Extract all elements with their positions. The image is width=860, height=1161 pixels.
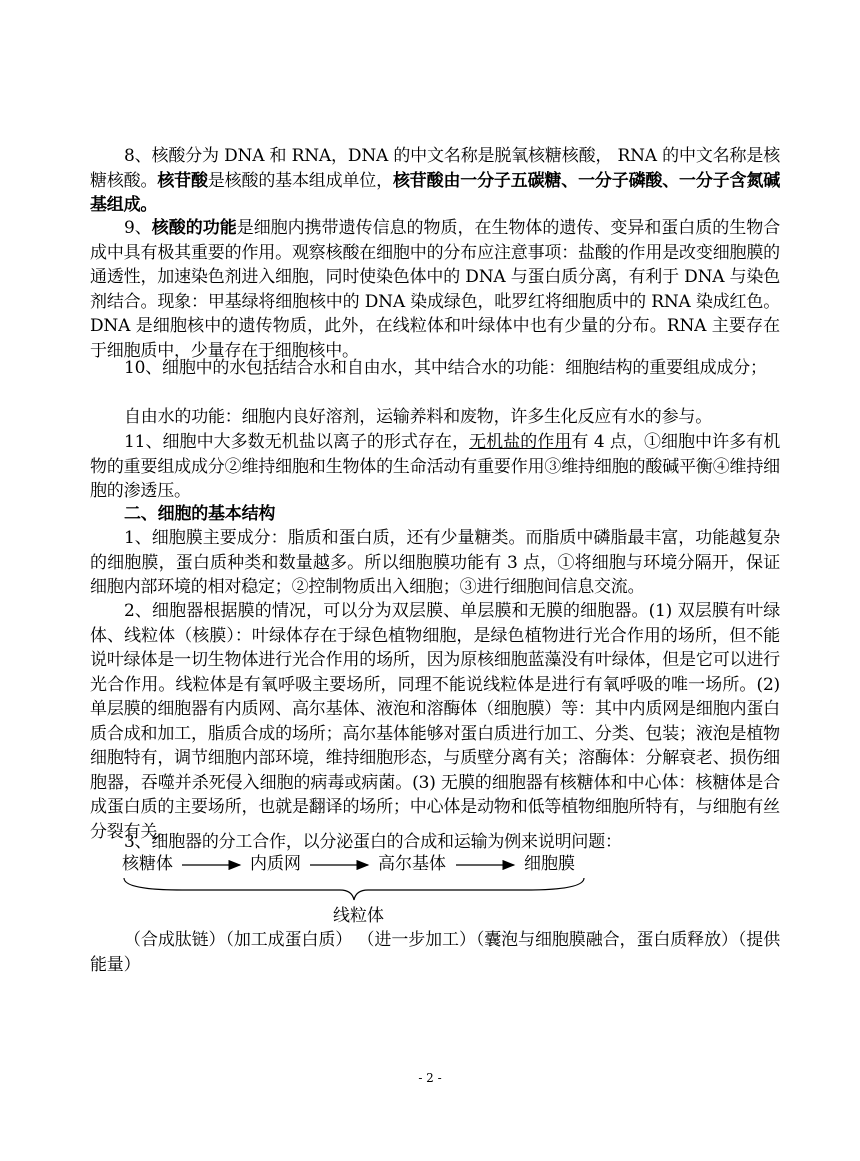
paragraph-10-free-water: 自由水的功能：细胞内良好溶剂，运输养料和废物，许多生化反应有水的参与。 bbox=[124, 407, 712, 427]
p11-text-c: 有 4 点，①细胞中许多有机物的重要组成成分②维持细胞和生物体的生命活动有重要作用③维持细胞的酸碱平衡④维持细胞的渗透压。 bbox=[90, 432, 781, 501]
p8-bold-composition: 核苷酸由一分子五碳糖、一分子磷酸、一分子含氮碱基组成。 bbox=[90, 170, 780, 215]
flow-brace-label-mitochondria: 线粒体 bbox=[333, 906, 384, 926]
flow-node-er: 内质网 bbox=[250, 854, 301, 874]
p9-text-a: 9、 bbox=[124, 218, 152, 238]
section-2-paragraph-1: 1、细胞膜主要成分：脂质和蛋白质，还有少量糖类。而脂质中磷脂最丰富，功能越复杂的细胞膜，蛋白质种类和数量越多。所以细胞膜功能有 3 点，①将细胞与环境分隔开，保证细胞内部环境的相对稳定；②控制物质出入细胞；③进行细胞间信息交流。 bbox=[90, 528, 780, 597]
flow-node-membrane: 细胞膜 bbox=[524, 854, 575, 874]
p8-bold-nucleotide: 核苷酸 bbox=[157, 170, 208, 191]
paragraph-10: 10、细胞中的水包括结合水和自由水，其中结合水的功能：细胞结构的重要组成成分； bbox=[124, 358, 767, 378]
paragraph-9 bbox=[90, 216, 780, 363]
p8-text-c: 是核酸的基本组成单位， bbox=[207, 170, 393, 191]
page-number: - 2 - bbox=[418, 1071, 442, 1085]
p9-text-c: 是细胞内携带遗传信息的物质，在生物体的遗传、变异和蛋白质的生物合成中具有极其重要的作用。观察核酸在细胞中的分布应注意事项：盐酸的作用是改变细胞膜的通透性，加速染色剂进入细胞，同时使染色体中的 DNA 与蛋白质分离，有利于 DNA 与染色剂结合。现象：甲基绿将细胞核中的 DNA 染成绿色，吡罗红将细胞质中的 RNA 染成红色。DNA 是细胞核中的遗传物质，此外，在线粒体和叶绿体中也有少量的分布。RNA 主要存在于细胞质中，少量存在于细胞核中。 bbox=[90, 218, 781, 361]
brace bbox=[124, 878, 584, 900]
flow-node-golgi: 高尔基体 bbox=[378, 854, 446, 874]
p9-bold-function: 核酸的功能 bbox=[151, 218, 237, 238]
section-2-paragraph-2: 2、细胞器根据膜的情况，可以分为双层膜、单层膜和无膜的细胞器。(1) 双层膜有叶绿体、线粒体（核膜）：叶绿体存在于绿色植物细胞，是绿色植物进行光合作用的场所，但不能说叶绿体是一切生物体进行光合作用的场所，因为原核细胞蓝藻没有叶绿体，但是它可以进行光合作用。线粒体是有氧呼吸主要场所，同理不能说线粒体是进行有氧呼吸的唯一场所。(2) 单层膜的细胞器有内质网、高尔基体、液泡和溶酶体（细胞膜）等：其中内质网是细胞内蛋白质合成和加工，脂质合成的场所；高尔基体能够对蛋白质进行加工、分类、包装；液泡是植物细胞特有，调节细胞内部环境，维持细胞形态，与质壁分离有关；溶酶体：分解衰老、损伤细胞器，吞噬并杀死侵入细胞的病毒或病菌。(3) 无膜的细胞器有核糖体和中心体：核糖体是合成蛋白质的主要场所，也就是翻译的场所；中心体是动物和低等植物细胞所特有，与细胞有丝分裂有关。 bbox=[90, 601, 780, 842]
p11-text-a: 11、细胞中大多数无机盐以离子的形式存在， bbox=[124, 432, 470, 452]
paragraph-11 bbox=[90, 430, 780, 504]
paragraph-8 bbox=[90, 144, 780, 218]
section-2-paragraph-3: 3、细胞器的分工合作，以分泌蛋白的合成和运输为例来说明问题： bbox=[124, 832, 622, 852]
section-heading-cell-structure: 二、细胞的基本结构 bbox=[124, 504, 276, 524]
p11-underline: 无机盐的作用 bbox=[469, 432, 572, 452]
flow-node-ribosome: 核糖体 bbox=[122, 854, 173, 874]
p8-text-a: 8、核酸分为 DNA 和 RNA，DNA 的中文名称是脱氧核糖核酸， RNA 的中文名称是核糖核酸。 bbox=[90, 146, 780, 191]
flow-notes: （合成肽链）（加工成蛋白质） （进一步加工）（囊泡与细胞膜融合，蛋白质释放）（提供能量） bbox=[90, 930, 780, 975]
